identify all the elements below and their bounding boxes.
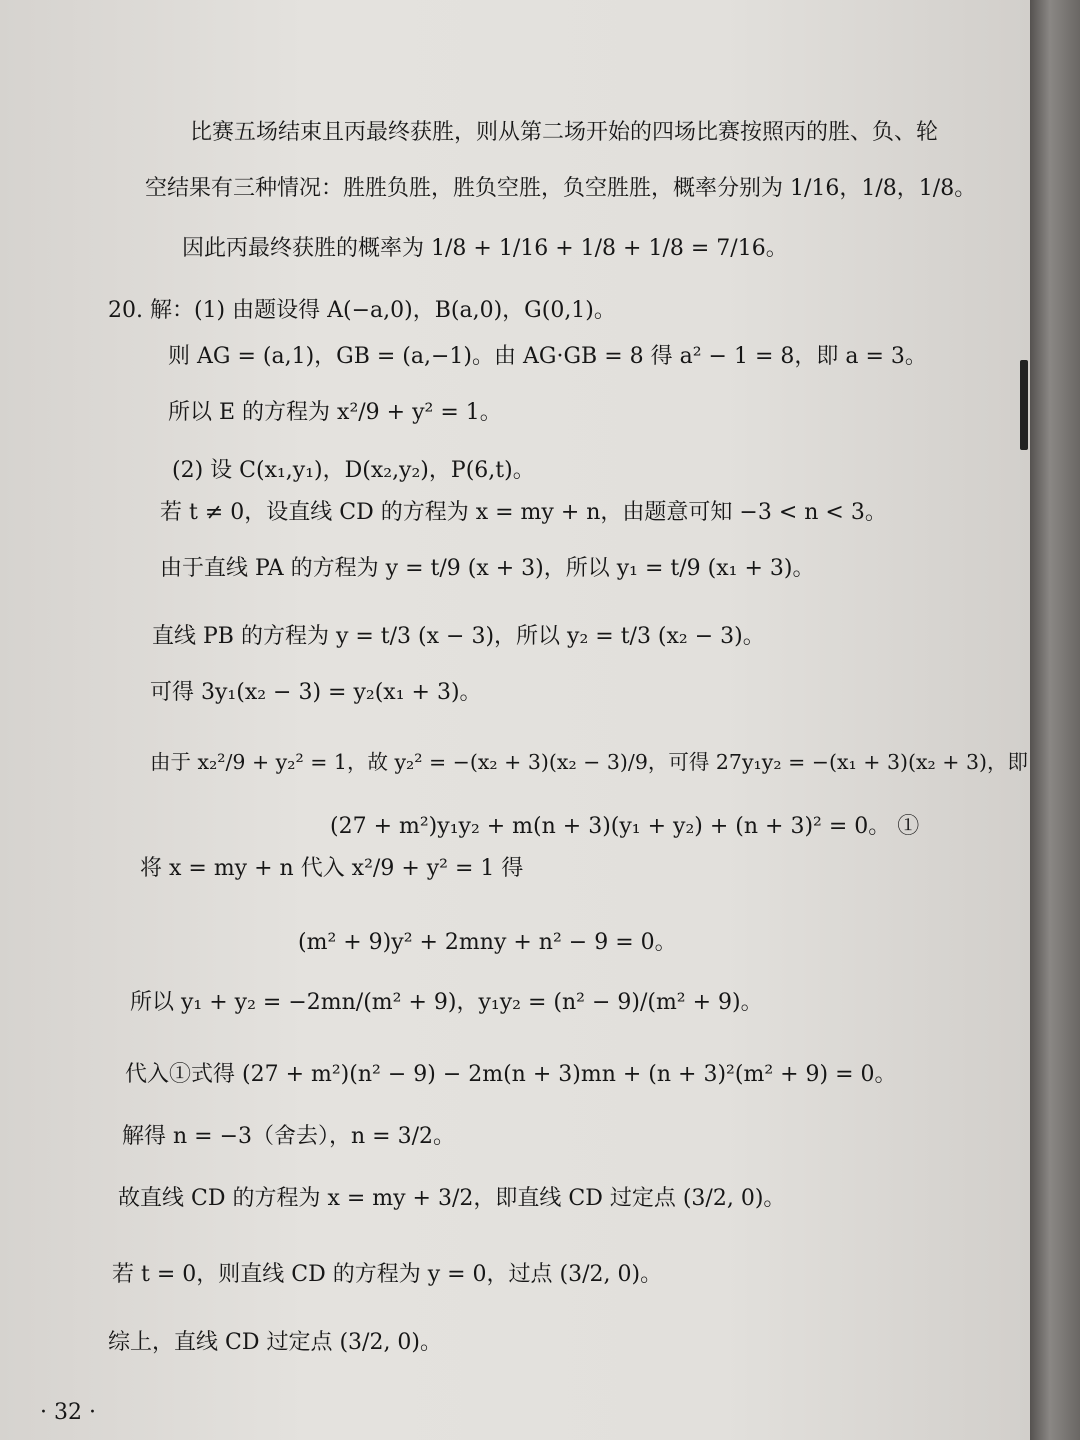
- equation-1: (27 + m²)y₁y₂ + m(n + 3)(y₁ + y₂) + (n + 3)² = 0。 ①: [330, 814, 920, 839]
- text-line-7: (2) 设 C(x₁,y₁)，D(x₂,y₂)，P(6,t)。: [172, 458, 535, 483]
- text-line-21: 综上，直线 CD 过定点 (3/2, 0)。: [108, 1330, 443, 1355]
- page-edge: [1030, 0, 1080, 1440]
- text-line-3: 因此丙最终获胜的概率为 1/8 + 1/16 + 1/8 + 1/8 = 7/16。: [182, 236, 788, 261]
- page-number: · 32 ·: [40, 1400, 96, 1425]
- text-line-11: 可得 3y₁(x₂ − 3) = y₂(x₁ + 3)。: [150, 680, 482, 705]
- text-line-15: (m² + 9)y² + 2mny + n² − 9 = 0。: [298, 930, 677, 955]
- problem-20-header: 20. 解：(1) 由题设得 A(−a,0)，B(a,0)，G(0,1)。: [108, 298, 616, 323]
- text-line-14: 将 x = my + n 代入 x²/9 + y² = 1 得: [140, 856, 524, 881]
- text-line-20: 若 t = 0，则直线 CD 的方程为 y = 0，过点 (3/2, 0)。: [112, 1262, 663, 1287]
- text-line-5: 则 AG = (a,1)，GB = (a,−1)。由 AG·GB = 8 得 a² − 1 = 8，即 a = 3。: [168, 344, 927, 369]
- text-line-8: 若 t ≠ 0，设直线 CD 的方程为 x = my + n，由题意可知 −3 < n < 3。: [160, 500, 887, 525]
- text-line-19: 故直线 CD 的方程为 x = my + 3/2，即直线 CD 过定点 (3/2, 0)。: [118, 1186, 786, 1211]
- text-line-16: 所以 y₁ + y₂ = −2mn/(m² + 9)，y₁y₂ = (n² − 9)/(m² + 9)。: [130, 990, 763, 1015]
- text-line-2: 空结果有三种情况：胜胜负胜，胜负空胜，负空胜胜，概率分别为 1/16，1/8，1/8。: [145, 176, 977, 201]
- text-line-10: 直线 PB 的方程为 y = t/3 (x − 3)，所以 y₂ = t/3 (x₂ − 3)。: [152, 624, 765, 649]
- text-line-9: 由于直线 PA 的方程为 y = t/9 (x + 3)，所以 y₁ = t/9 (x₁ + 3)。: [160, 556, 815, 581]
- text-line-12: 由于 x₂²/9 + y₂² = 1，故 y₂² = −(x₂ + 3)(x₂ − 3)/9，可得 27y₁y₂ = −(x₁ + 3)(x₂ + 3)，即: [150, 750, 1029, 774]
- binding-tab: [1020, 360, 1028, 450]
- text-line-6: 所以 E 的方程为 x²/9 + y² = 1。: [168, 400, 502, 425]
- text-line-17: 代入①式得 (27 + m²)(n² − 9) − 2m(n + 3)mn + (n + 3)²(m² + 9) = 0。: [125, 1062, 897, 1087]
- text-line-18: 解得 n = −3（舍去），n = 3/2。: [122, 1124, 456, 1149]
- text-line-1: 比赛五场结束且丙最终获胜，则从第二场开始的四场比赛按照丙的胜、负、轮: [190, 120, 939, 145]
